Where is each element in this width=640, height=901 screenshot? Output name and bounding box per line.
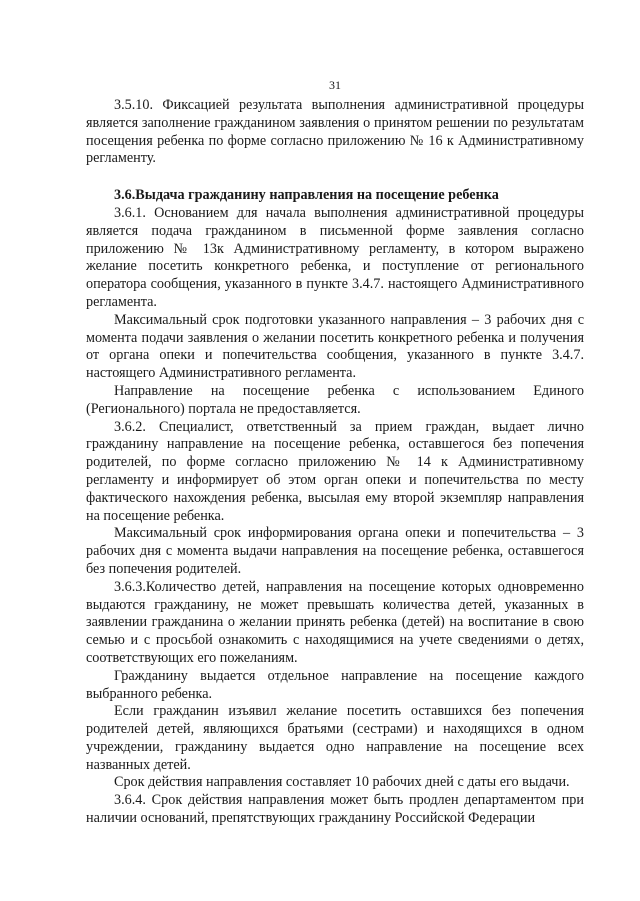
paragraph-portal-note: Направление на посещение ребенка с использованием Единого (Регионального) портала не предоставляется. [86, 382, 584, 417]
paragraph-max-term-informing: Максимальный срок информирования органа опеки и попечительства – 3 рабочих дня с момента выдачи направления на посещение ребенка, оставшегося без попечения родителей. [86, 525, 584, 577]
paragraph-3-6-2: 3.6.2. Специалист, ответственный за прием граждан, выдает лично гражданину направление на посещение ребенка, оставшегося без попечения родителей, по форме согласно приложению № 14 к Административному регламенту и информирует об этом орган опеки и попечительства по месту фактического нахождения ребенка, высылая ему второй экземпляр направления на посещение ребенка. [86, 418, 584, 524]
paragraph-3-6-1: 3.6.1. Основанием для начала выполнения административной процедуры является подача гражданином в письменной форме заявления согласно приложению № 13к Административному регламенту, в котором выражено желание посетить конкретного ребенка, и поступление от регионального оператора сообщения, указанного в пункте 3.4.7. настоящего Административного регламента. [86, 204, 584, 310]
paragraph-separate-direction: Гражданину выдается отдельное направление на посещение каждого выбранного ребенка. [86, 667, 584, 702]
paragraph-3-6-4: 3.6.4. Срок действия направления может быть продлен департаментом при наличии оснований, препятствующих гражданину Российской Федерации [86, 792, 584, 827]
paragraph-3-5-10: 3.5.10. Фиксацией результата выполнения административной процедуры является заполнение гражданином заявления о принятом решении по результатам посещения ребенка по форме согласно приложению № 16 к Административному регламенту. [86, 97, 584, 167]
paragraph-siblings: Если гражданин изъявил желание посетить оставшихся без попечения родителей детей, являющихся братьями (сестрами) и находящихся в одном учреждении, гражданину выдается одно направление на посещение всех названных детей. [86, 703, 584, 773]
section-heading: 3.6.Выдача гражданину направления на посещение ребенка [114, 187, 499, 204]
paragraph-validity-term: Срок действия направления составляет 10 рабочих дней с даты его выдачи. [114, 774, 570, 791]
page-number: 31 [329, 78, 341, 92]
paragraph-3-6-3: 3.6.3.Количество детей, направления на посещение которых одновременно выдаются гражданину, не может превышать количества детей, указанных в заявлении гражданина о желании принять ребенка (детей) на воспитание в свою семью и с просьбой ознакомить с находящимися на учете сведениями о детях, соответствующих его пожеланиям. [86, 578, 584, 666]
document-body [86, 97, 584, 828]
paragraph-max-term-preparation: Максимальный срок подготовки указанного направления – 3 рабочих дня с момента подачи заявления о желании посетить конкретного ребенка и получения от органа опеки и попечительства сообщения, указанного в пункте 3.4.7. настоящего Административного регламента. [86, 311, 584, 382]
